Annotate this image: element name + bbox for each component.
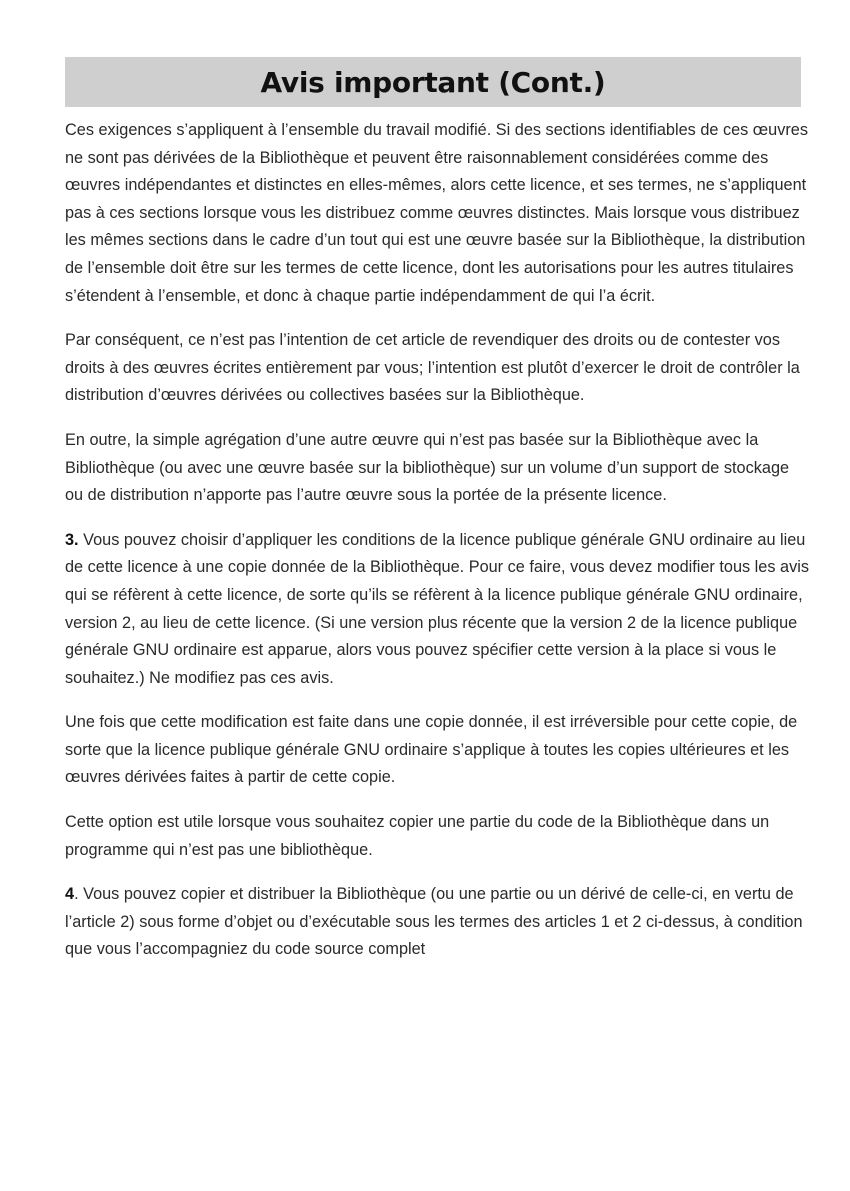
article-number: 3. [65, 530, 79, 549]
article-number: 4 [65, 885, 75, 904]
paragraph-article-4 [65, 881, 810, 964]
paragraph-7-text: . Vous pouvez copier et distribuer la Bibliothèque (ou une partie ou un dérivé de celle-ci, en vertu de l’article 2) sous forme d’objet ou d’exécutable sous les termes des articles 1 et 2 ci-dessus, à condition que vous l’accompagniez du code source complet [65, 885, 803, 959]
paragraph-5: Une fois que cette modification est faite dans une copie donnée, il est irréversible pour cette copie, de sorte que la licence publique générale GNU ordinaire s’applique à toutes les copies ultérieures et les œuvres dérivées faites à partir de cette copie. [65, 713, 798, 787]
body-text [65, 117, 810, 981]
paragraph-4-text: Vous pouvez choisir d’appliquer les conditions de la licence publique générale GNU ordinaire au lieu de cette licence à une copie donnée de la Bibliothèque. Pour ce faire, vous devez modifier tous les avis qui se réfèrent à cette licence, de sorte qu’ils se réfèrent à la licence publique générale GNU ordinaire, version 2, au lieu de cette licence. (Si une version plus récente que la version 2 de la licence publique générale GNU ordinaire est apparue, alors vous pouvez spécifier cette version à la place si vous le souhaitez.) Ne modifiez pas ces avis. [65, 530, 809, 687]
paragraph-1: Ces exigences s’appliquent à l’ensemble du travail modifié. Si des sections identifiables de ces œuvres ne sont pas dérivées de la Bibliothèque et peuvent être raisonnablement considérées comme des œuvres indépendantes et distinctes en elles-mêmes, alors cette licence, et ses termes, ne s’appliquent pas à ces sections lorsque vous les distribuez comme œuvres distinctes. Mais lorsque vous distribuez les mêmes sections dans le cadre d’un tout qui est une œuvre basée sur la Bibliothèque, la distribution de l’ensemble doit être sur les termes de cette licence, dont les autorisations pour les autres titulaires s’étendent à l’ensemble, et donc à chaque partie indépendamment de qui l’a écrit. [65, 121, 808, 305]
paragraph-2: Par conséquent, ce n’est pas l’intention de cet article de revendiquer des droits ou de contester vos droits à des œuvres écrites entièrement par vous; l’intention est plutôt d’exercer le droit de contrôler la distribution d’œuvres dérivées ou collectives basées sur la Bibliothèque. [65, 331, 800, 405]
paragraph-3: En outre, la simple agrégation d’une autre œuvre qui n’est pas basée sur la Bibliothèque avec la Bibliothèque (ou avec une œuvre basée sur la bibliothèque) sur un volume d’un support de stockage ou de distribution n’apporte pas l’autre œuvre sous la portée de la présente licence. [65, 430, 790, 505]
title-banner [65, 57, 801, 107]
paragraph-article-3 [65, 527, 810, 693]
page-title: Avis important (Cont.) [260, 65, 606, 99]
paragraph-6: Cette option est utile lorsque vous souhaitez copier une partie du code de la Bibliothèque dans un programme qui n’est pas une bibliothèque. [65, 813, 770, 859]
